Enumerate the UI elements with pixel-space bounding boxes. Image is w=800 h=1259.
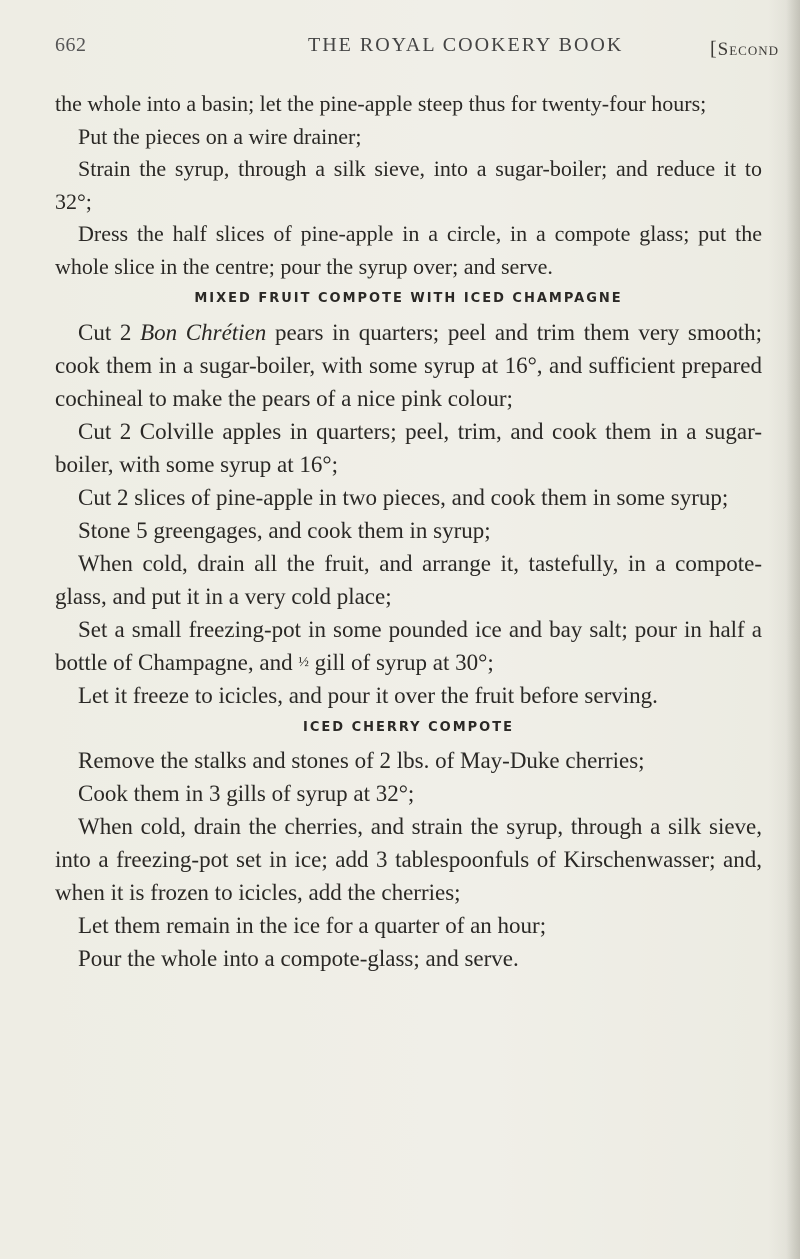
continuation-paragraph: the whole into a basin; let the pine-apple steep thus for twenty-four hours; bbox=[55, 91, 707, 116]
recipe-step: Stone 5 greengages, and cook them in syrup; bbox=[78, 517, 491, 543]
page-body bbox=[55, 88, 762, 975]
recipe-step bbox=[55, 613, 762, 679]
recipe-step: When cold, drain the cherries, and strain the syrup, through a silk sieve, into a freezing-pot set in ice; add 3 tablespoonfuls of Kirschenwasser; and, when it is frozen to icicles, add the cherries; bbox=[55, 814, 762, 905]
page-number: 662 bbox=[55, 34, 87, 56]
recipe-mixed-fruit bbox=[55, 316, 762, 712]
recipe-step: Cook them in 3 gills of syrup at 32°; bbox=[78, 781, 415, 806]
step-text-prefix: Set a small freezing-pot in some pounded ice and bay salt; pour in half a bottle of Champagne, and bbox=[55, 616, 762, 675]
recipe-heading-mixed-fruit: MIXED FRUIT COMPOTE WITH ICED CHAMPAGNE bbox=[194, 291, 623, 306]
recipe-heading-iced-cherry: ICED CHERRY COMPOTE bbox=[303, 719, 514, 735]
recipe-step: Remove the stalks and stones of 2 lbs. of May-Duke cherries; bbox=[78, 748, 645, 773]
page-header bbox=[55, 34, 780, 74]
continuation-paragraph: Put the pieces on a wire drainer; bbox=[78, 123, 362, 149]
recipe-step: Let them remain in the ice for a quarter of an hour; bbox=[78, 913, 547, 938]
continuation-paragraph: Strain the syrup, through a silk sieve, into a sugar-boiler; and reduce it to 32°; bbox=[55, 156, 762, 214]
recipe-step: Cut 2 slices of pine-apple in two pieces, and cook them in some syrup; bbox=[78, 484, 729, 510]
recipe-iced-cherry bbox=[55, 744, 762, 975]
section-marker bbox=[710, 38, 779, 61]
page-edge-shadow bbox=[786, 0, 800, 1259]
fraction: ½ bbox=[298, 654, 309, 670]
pear-variety-name: Bon Chrétien bbox=[140, 319, 267, 345]
step-text-prefix: Cut 2 bbox=[78, 319, 141, 345]
recipe-step: Pour the whole into a compote-glass; and serve. bbox=[78, 946, 519, 971]
recipe-step: Cut 2 Colville apples in quarters; peel, trim, and cook them in a sugar-boiler, with some syrup at 16°; bbox=[55, 418, 762, 477]
running-title: THE ROYAL COOKERY BOOK bbox=[308, 34, 624, 56]
step-text-suffix: pears in quarters; peel and trim them very smooth; cook them in a sugar-boiler, with some syrup at 16°, and sufficient prepared cochineal to make the pears of a nice pink colour; bbox=[55, 319, 763, 411]
section-marker-bracket: [ bbox=[710, 38, 718, 60]
section-marker-word: Second bbox=[717, 39, 780, 60]
recipe-step bbox=[55, 316, 762, 415]
recipe-step: When cold, drain all the fruit, and arrange it, tastefully, in a compote-glass, and put it in a very cold place; bbox=[55, 550, 762, 609]
step-text-suffix: gill of syrup at 30°; bbox=[308, 649, 494, 675]
recipe-step: Let it freeze to icicles, and pour it over the fruit before serving. bbox=[78, 682, 658, 708]
continuation-paragraph: Dress the half slices of pine-apple in a circle, in a compote glass; put the whole slice in the centre; pour the syrup over; and serve. bbox=[55, 221, 762, 279]
